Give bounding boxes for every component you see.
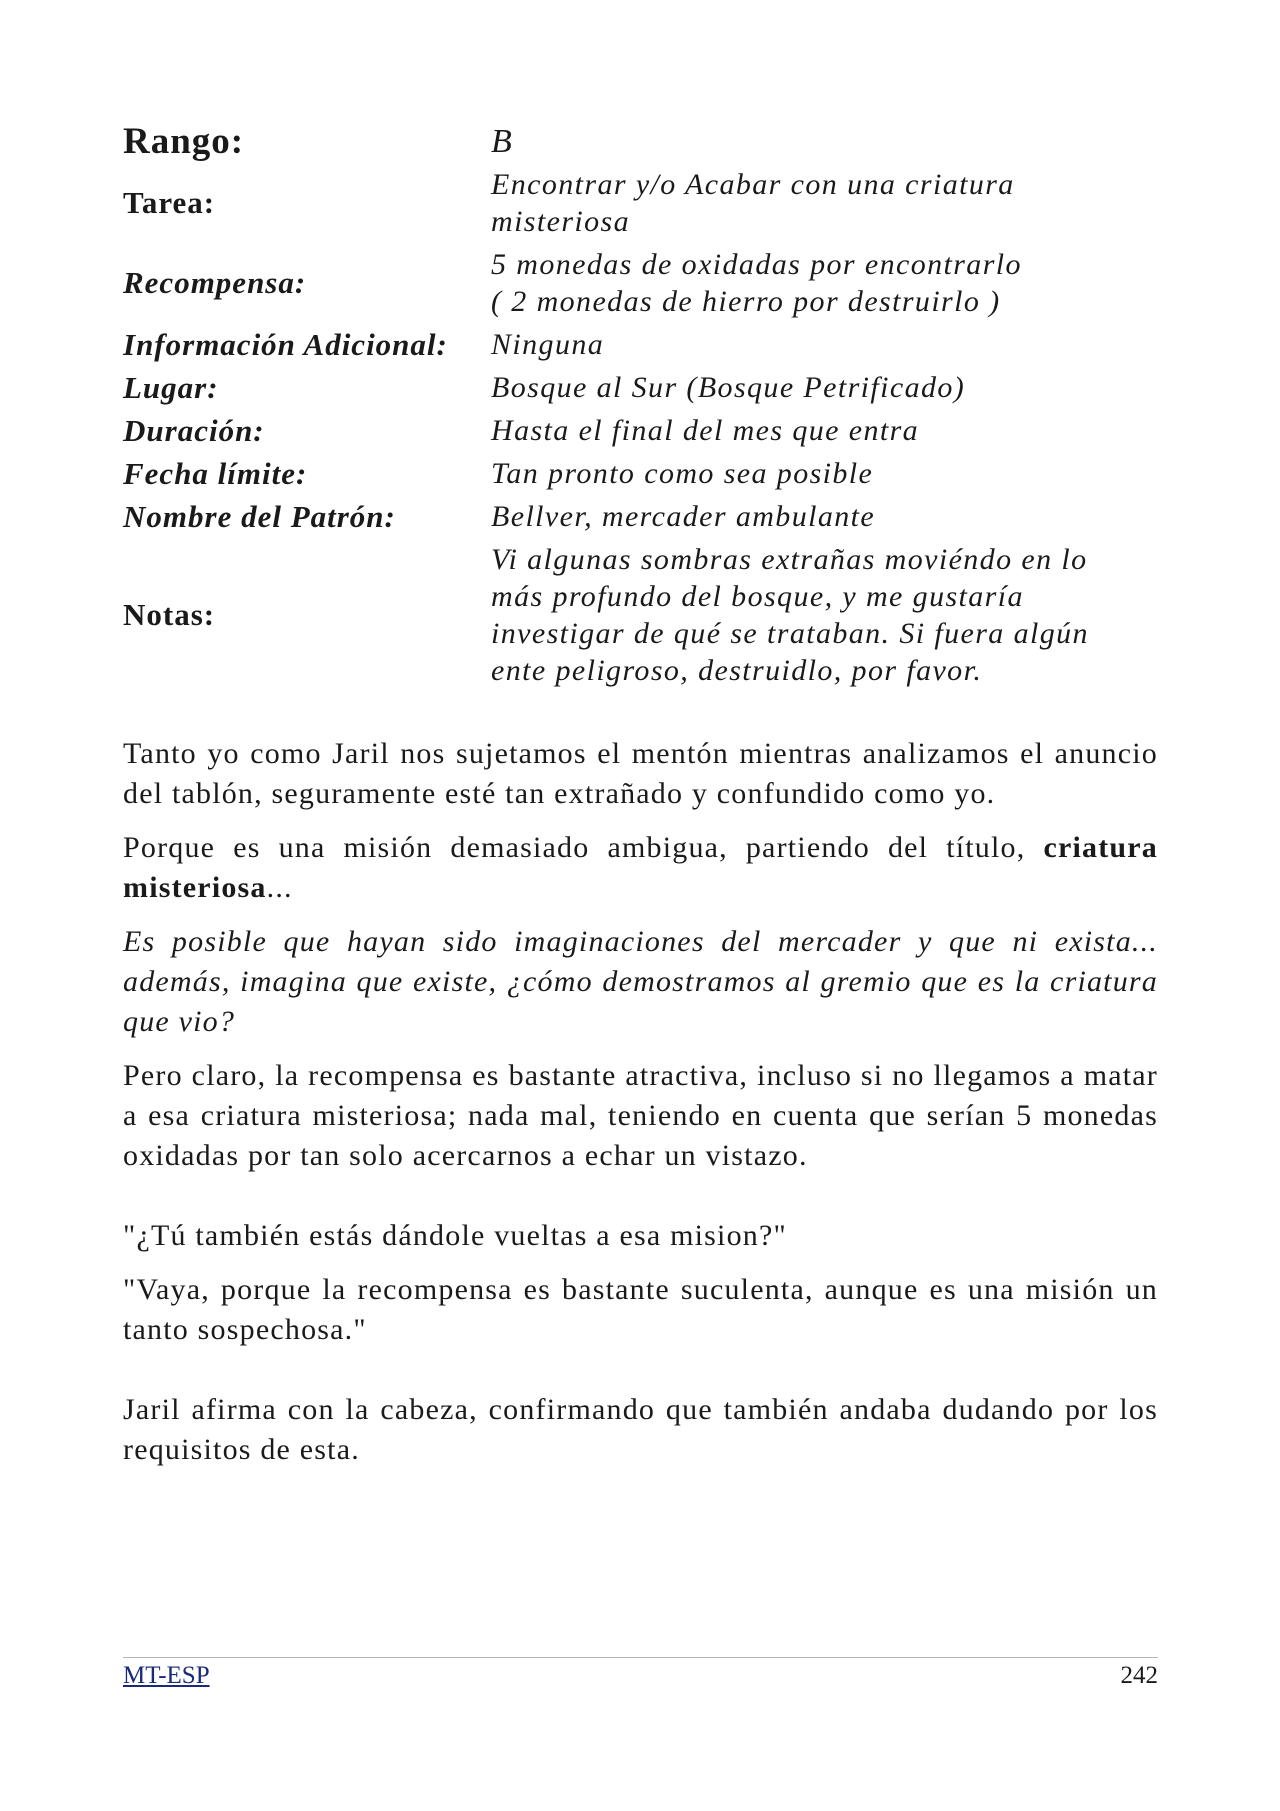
page-number: 242 [1120,1662,1158,1689]
quest-value-rango [491,120,1158,163]
quest-label-lugar: Lugar: [123,369,219,405]
value-line: Ninguna [491,328,605,361]
page-content [123,120,1158,1470]
paragraph-1: Tanto yo como Jaril nos sujetamos el mentón mientras analizamos el anuncio del tablón, seguramente esté tan extrañado y confundido como yo. [123,737,1158,810]
value-line: 5 monedas de oxidadas por encontrarlo [491,248,1022,281]
value-line: Tan pronto como sea posible [491,457,874,490]
dialogue-1: "¿Tú también estás dándole vueltas a esa mision?" [123,1219,787,1252]
quest-label-patron: Nombre del Patrón: [123,498,396,534]
value-line: Vi algunas sombras extrañas moviéndo en lo [491,543,1088,576]
paragraph-3: Es posible que hayan sido imaginaciones del mercader y que ni exista... además, imagina que existe, ¿cómo demostramos al gremio que es la criatura que vio? [123,925,1158,1038]
quest-value-tarea [491,163,1158,243]
paragraph-4: Pero claro, la recompensa es bastante atractiva, incluso si no llegamos a matar a esa criatura misteriosa; nada mal, teniendo en cuenta que serían 5 monedas oxidadas por tan solo acercarnos a echar un vistazo. [123,1059,1158,1172]
quest-label-fecha: Fecha límite: [123,455,308,491]
value-line: ( 2 monedas de hierro por destruirlo ) [491,285,1001,318]
value-line: ente peligroso, destruidlo, por favor. [491,654,983,687]
quest-label-recompensa: Recompensa: [123,265,307,300]
page-footer [123,1657,1158,1690]
quest-value-patron [491,495,1158,538]
quest-value-fecha [491,452,1158,495]
quest-value-recompensa [491,243,1158,323]
quest-label-rango: Rango: [123,121,245,162]
paragraph-2 [123,828,1158,908]
value-line: más profundo del bosque, y me gustaría [491,580,1024,613]
quest-value-lugar [491,366,1158,409]
quest-label-notas: Notas: [123,597,216,632]
dialogue-2: "Vaya, porque la recompensa es bastante suculenta, aunque es una misión un tanto sospechosa." [123,1273,1158,1346]
quest-value-notas [491,538,1158,692]
quest-label-informacion: Información Adicional: [123,326,448,362]
quest-label-tarea: Tarea: [123,185,216,220]
quest-board [123,120,1158,692]
quest-label-duracion: Duración: [123,412,265,448]
quest-value-duracion [491,409,1158,452]
quest-value-informacion [491,323,1158,366]
paragraph-2-start: Porque es una misión demasiado ambigua, partiendo del título, [123,831,1044,864]
paragraph-2-bold: criatura misteriosa [123,831,1158,904]
footer-link[interactable]: MT-ESP [123,1662,210,1689]
value-line: Bellver, mercader ambulante [491,500,876,533]
paragraph-7: Jaril afirma con la cabeza, confirmando que también andaba dudando por los requisitos de esta. [123,1393,1158,1466]
value-line: investigar de qué se trataban. Si fuera algún [491,617,1089,650]
value-line: Encontrar y/o Acabar con una criatura [491,168,1015,201]
value-line: misteriosa [491,205,631,238]
value-line: Hasta el final del mes que entra [491,414,920,447]
value-line: B [491,123,514,160]
paragraph-2-end: ... [266,871,293,904]
value-line: Bosque al Sur (Bosque Petrificado) [491,371,966,404]
